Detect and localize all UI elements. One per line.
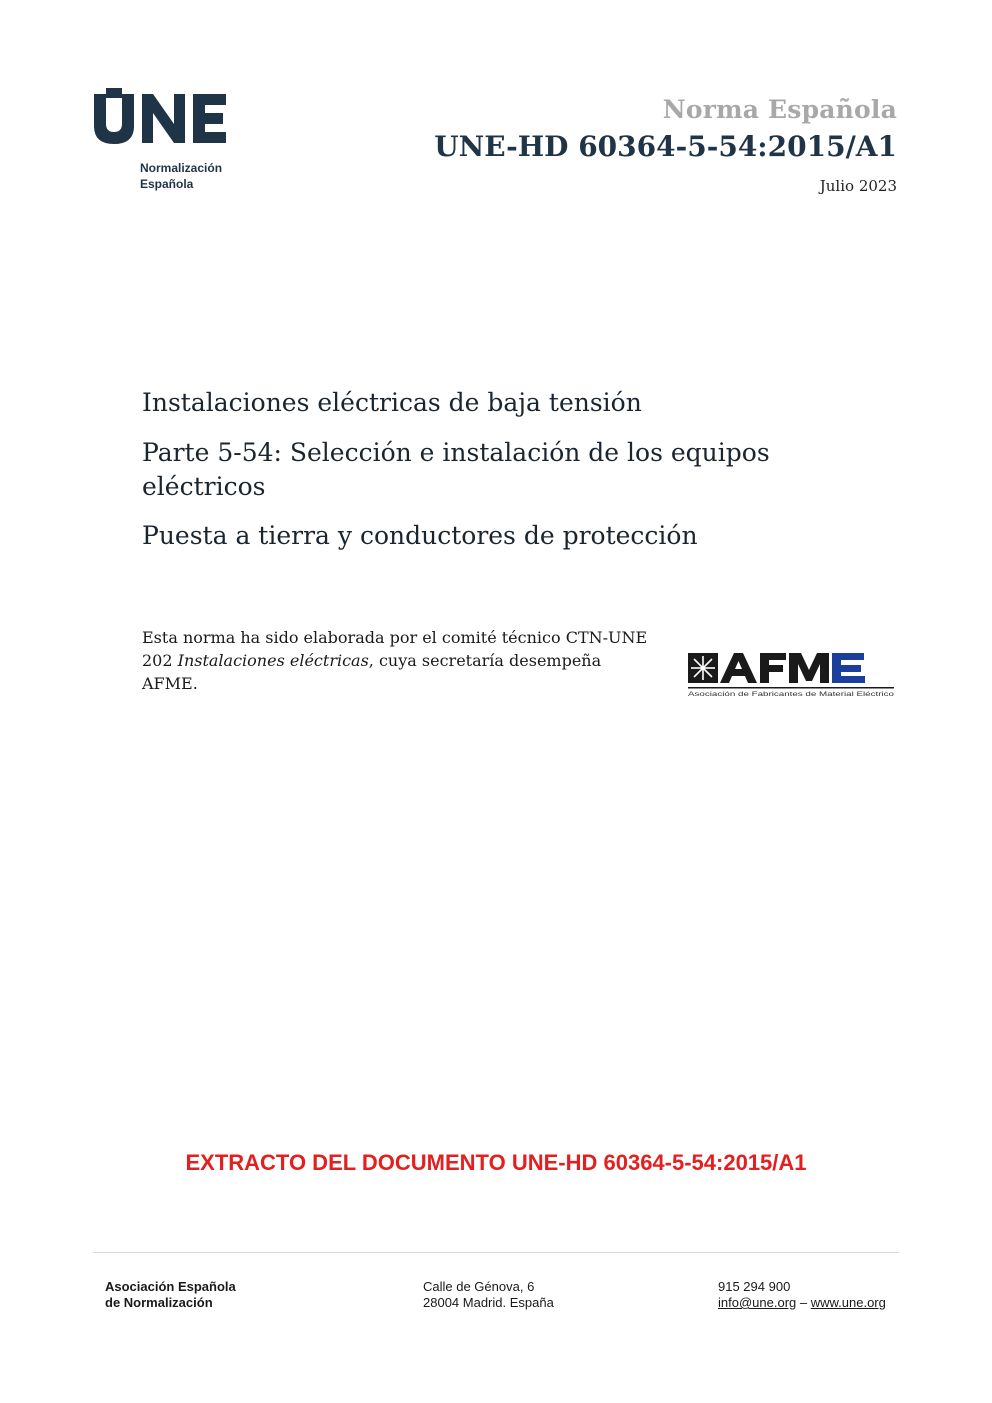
logo-line-2: Española bbox=[140, 177, 194, 191]
afme-logo-mark bbox=[688, 650, 898, 700]
afme-logo bbox=[688, 650, 898, 700]
footer-phone: 915 294 900 bbox=[718, 1279, 791, 1294]
footer-addr-line-2: 28004 Madrid. España bbox=[423, 1295, 554, 1310]
footer-email-link[interactable]: info@une.org bbox=[718, 1295, 797, 1310]
footer-addr-line-1: Calle de Génova, 6 bbox=[423, 1279, 535, 1294]
title-part: Parte 5-54: Selección e instalación de los equipos eléctricos bbox=[142, 438, 770, 501]
norma-label: Norma Española bbox=[662, 95, 897, 124]
une-logo bbox=[92, 88, 242, 198]
norma-date: Julio 2023 bbox=[819, 177, 897, 195]
footer-divider bbox=[93, 1252, 899, 1253]
norma-code: UNE-HD 60364-5-54:2015/A1 bbox=[434, 130, 897, 163]
footer-separator: – bbox=[796, 1295, 811, 1310]
committee-name: Instalaciones eléctricas bbox=[177, 651, 369, 670]
title-subtitle: Puesta a tierra y conductores de protección bbox=[142, 521, 698, 550]
footer-address bbox=[423, 1279, 554, 1311]
footer-org-line-2: de Normalización bbox=[105, 1295, 213, 1310]
committee-statement bbox=[142, 626, 662, 695]
committee-text-before: Esta norma ha sido elaborada por el comité técnico CTN-UNE 202 bbox=[142, 628, 648, 670]
footer-contact bbox=[718, 1279, 886, 1311]
afme-tagline: Asociación de Fabricantes de Material Eléctrico bbox=[688, 691, 895, 698]
footer-org-line-1: Asociación Española bbox=[105, 1279, 236, 1294]
extracto-banner: EXTRACTO DEL DOCUMENTO UNE-HD 60364-5-54:2015/A1 bbox=[185, 1150, 807, 1175]
committee-text-after: , cuya secretaría desempeña AFME. bbox=[142, 651, 602, 693]
footer-web-link[interactable]: www.une.org bbox=[810, 1295, 886, 1310]
title-main: Instalaciones eléctricas de baja tensión bbox=[142, 388, 642, 417]
une-logo-mark bbox=[92, 88, 232, 148]
logo-line-1: Normalización bbox=[140, 161, 223, 175]
footer-organization bbox=[105, 1279, 236, 1311]
